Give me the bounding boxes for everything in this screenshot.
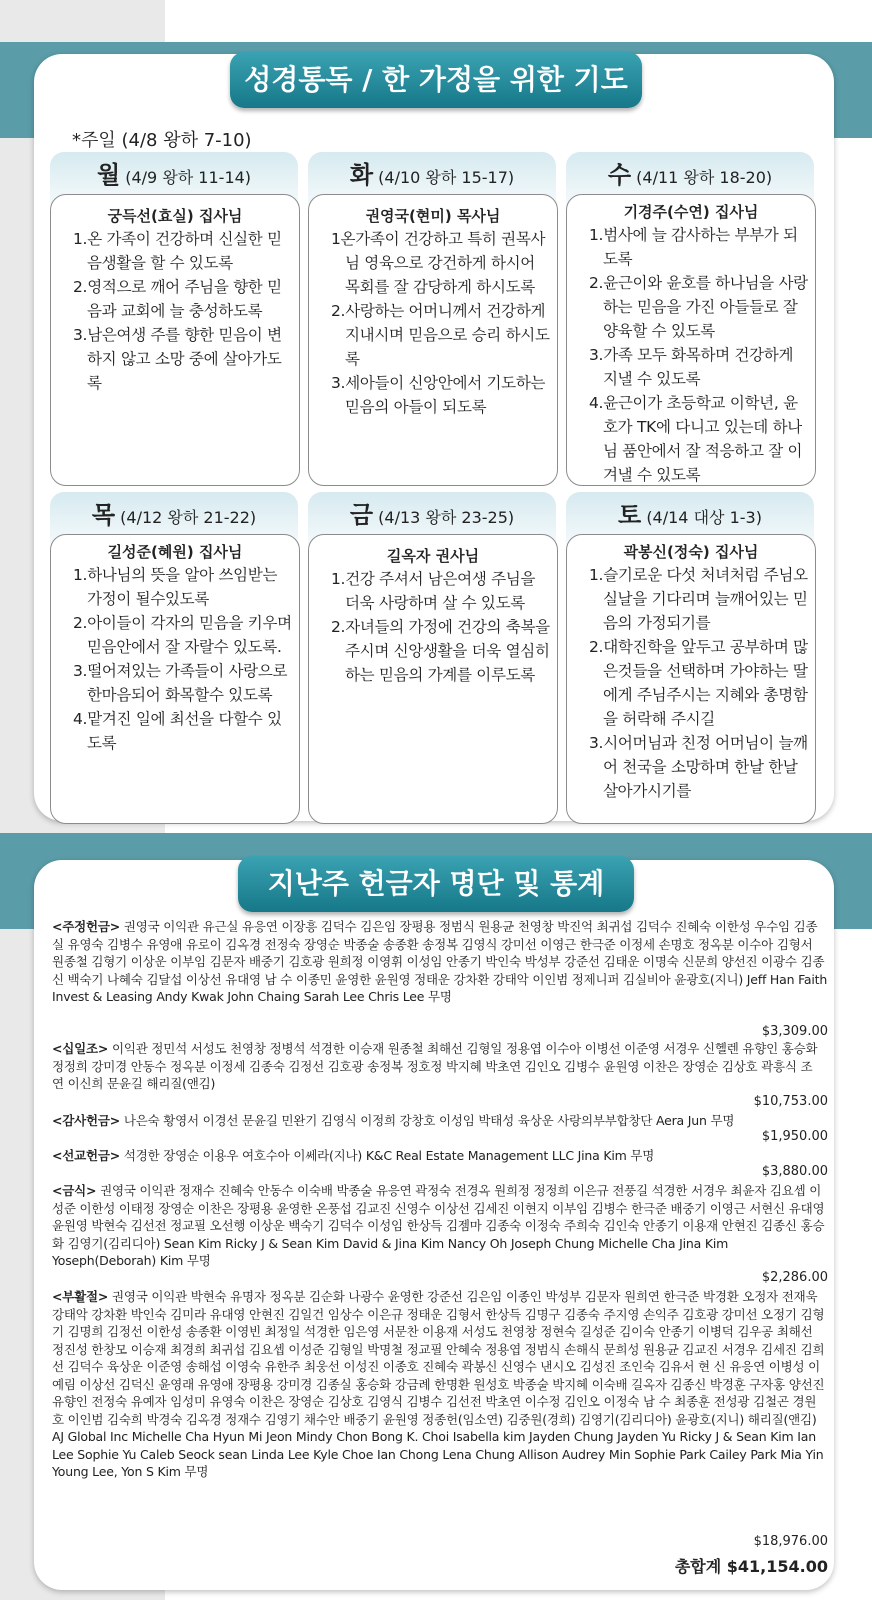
donor-names: 권영국 이익관 정재수 진혜숙 안동수 이숙배 박종술 유응연 곽정숙 전경옥 원희정 정정희 이은규 전풍길 석경한 서경우 최윤자 김요셉 이성준 이한성 이태정 장영순 이찬은 장평용 윤영한 온풍섭 김교진 신영수 이상선 김세진 이현지 이부임 김병수 한극준 배중기 이영근 서현신 유대영 윤원영 박현숙 김선전 정교필 오선행 이상운 백숙기 김덕수 이성임 한상득 김젬마 김종숙 이정숙 주희숙 김인숙 안종기 이용재 안현진 김종신 홍승화 김영기(김리디아) Sean Kim Ricky J & Sean Kim David & Jina Kim Nancy Oh Joseph Chung Michelle Cha Jina Kim Yoseph(Deborah) Kim 무명 xyxy=(52,1183,825,1268)
prayer-box xyxy=(566,534,816,824)
day-range: (4/9 왕하 11-14) xyxy=(125,168,252,187)
donor-names: 권영국 이익관 유근실 유응연 이장흥 김덕수 김은임 장평용 정범식 원용균 천영창 박진억 최귀섭 김덕수 진혜숙 이한성 우수임 김종실 유영숙 김병수 유영애 유로이 김옥경 전정숙 장영순 박종술 송종환 송정복 김영식 강미선 이영근 한극준 이정세 손명호 정옥분 이수아 김형서 원종철 김형기 이상운 이부임 김문자 배중기 김호광 원희정 이영휘 이성임 안종기 박인숙 박성부 강준선 김태운 이명숙 신문희 양선진 이광수 김종신 백숙기 나혜숙 김달섭 이상선 유대영 남 수 이종민 윤영한 윤원영 정태운 강차환 강태악 이인범 정제니퍼 김실비아 윤광호(지니) Jeff Han Faith Invest & Leasing Andy Kwak John Chaing Sarah Lee Chris Lee 무명 xyxy=(52,919,828,1004)
prayer-list xyxy=(51,563,299,755)
day-range: (4/14 대상 1-3) xyxy=(646,508,762,527)
offering-group-tithe xyxy=(52,1040,828,1092)
prayer-item: 2.사랑하는 어머니께서 건강하게 지내시며 믿음으로 승리 하시도록 xyxy=(331,302,550,368)
prayer-item: 4.맡겨진 일에 최선을 다할수 있도록 xyxy=(73,710,282,752)
group-amount: $2,286.00 xyxy=(761,1270,828,1285)
offering-group-weekly xyxy=(52,918,828,1006)
prayer-item: 4.윤근이가 초등학교 이학년, 윤호가 TK에 다니고 있는데 하나님 품안에서 잘 적응하고 잘 이겨낼 수 있도록 xyxy=(589,394,803,484)
group-label: <주정헌금> xyxy=(52,919,121,934)
offering-group-easter xyxy=(52,1288,828,1533)
day-char: 월 xyxy=(96,161,121,189)
group-label: <금식> xyxy=(52,1183,97,1198)
day-char: 금 xyxy=(349,501,374,529)
prayer-item: 2.아이들이 각자의 믿음을 키우며 믿음안에서 잘 자랄수 있도록. xyxy=(73,614,292,656)
prayer-item: 1.하나님의 뜻을 알아 쓰임받는 가정이 될수있도록 xyxy=(73,566,278,608)
prayer-item: 2.대학진학을 앞두고 공부하며 많은것들을 선택하며 가야하는 딸에게 주님주시는 지혜와 총명함을 허락해 주시길 xyxy=(589,638,808,728)
group-amount: $3,309.00 xyxy=(761,1024,828,1039)
family-name: 길성준(혜원) 집사님 xyxy=(107,543,243,561)
day-range: (4/12 왕하 21-22) xyxy=(120,508,257,527)
group-amount: $10,753.00 xyxy=(753,1094,828,1109)
grand-total: 총합계 $41,154.00 xyxy=(674,1557,828,1576)
prayer-item: 1.건강 주셔서 남은여생 주님을 더욱 사랑하며 살 수 있도록 xyxy=(331,570,536,612)
day-char: 토 xyxy=(618,501,642,529)
donor-names: 이익관 정민석 서성도 천영창 정병석 석경한 이승재 원종철 최해선 김형일 정용엽 이수아 이병선 이준영 서경우 신헬렌 유향인 홍승화 정정희 강미경 안동수 정옥분 이정세 김종숙 김정선 김호광 송정복 정호정 박지혜 박초연 김인오 김병수 윤원영 이찬은 장영순 김상호 곽흥식 조 연 이신희 문윤길 해리질(앤김) xyxy=(52,1041,818,1091)
group-label: <십일조> xyxy=(52,1041,109,1056)
prayer-item: 1온가족이 건강하고 특히 권목사님 영육으로 강건하게 하시어 목회를 잘 감당하게 하시도록 xyxy=(331,230,546,296)
donor-names: 권영국 이익관 박현숙 유명자 정옥분 김순화 나광수 윤영한 강준선 김은임 이종인 박성부 김문자 원희연 한극준 박경환 오정자 전재욱 강태악 강차환 박인숙 김미라 유대영 안현진 김일건 임상수 이은규 정태운 김형서 한상득 김명구 김종숙 주지영 손익주 김호광 강미선 오정기 김형기 김명희 김정선 이한성 송종환 이영빈 최정일 석경한 임은영 서문찬 이용재 서성도 천영창 정현숙 길성준 김이숙 안종기 이병덕 김우공 최해선 정진성 한창모 이승재 최경희 최귀섭 김요셉 이성준 김형일 박명철 정교필 안혜숙 정용엽 정범식 손해식 문희성 원용균 김교진 서경우 김세진 김희선 김덕수 육상운 이준영 송해섭 이영숙 유한주 최웅선 이성진 이종호 진혜숙 곽봉신 신영수 낸시오 김성진 조인숙 김유서 현 신 유응연 이병성 이예림 이상선 김덕신 윤영래 유영애 장평용 강미경 김종실 홍승화 강금례 한명환 원성호 박종술 박지혜 이숙배 길옥자 김종신 박경훈 구자홍 양선진 유향인 전정숙 유예자 임성미 유영숙 이찬은 장영순 김상호 김영식 김병수 김선전 박초연 이수정 김인오 이정숙 남 수 최종훈 전성광 김철곤 경원호 이인범 김숙희 박경숙 김옥경 정재수 김영기 채수안 배중기 윤원영 정종헌(임소연) 김중원(경희) 김영기(김리디아) 윤광호(지니) 해리질(앤김) AJ Global Inc Michelle Cha Hyun Mi Jeon Mindy Chon Bong K. Choi Isabella kim Jayden Chung Jayden Yu Ricky J & Sean Kim Ian Lee Sophie Yu Caleb Seock sean Linda Lee Kyle Choe Ian Chong Lena Chung Allison Audrey Min Sophie Park Cailey Park Mia Yin Young Lee, Yon S Kim 무명 xyxy=(52,1289,825,1479)
offering-group-thanks xyxy=(52,1112,828,1146)
prayer-item: 1.온 가족이 건강하며 신실한 믿음생활을 할 수 있도록 xyxy=(73,230,282,272)
prayer-list xyxy=(309,227,557,419)
offering-section-title: 지난주 헌금자 명단 및 통계 xyxy=(238,856,634,912)
prayer-item: 3.가족 모두 화목하며 건강하게 지낼 수 있도록 xyxy=(589,346,794,388)
family-name: 권영국(현미) 목사님 xyxy=(365,207,501,225)
prayer-item: 3.세아들이 신앙안에서 기도하는 믿음의 아들이 되도록 xyxy=(331,374,546,416)
group-amount: $3,880.00 xyxy=(761,1164,828,1179)
group-label: <부활절> xyxy=(52,1289,109,1304)
day-range: (4/13 왕하 23-25) xyxy=(378,508,515,527)
prayer-box xyxy=(566,194,816,486)
group-label: <선교헌금> xyxy=(52,1148,121,1163)
prayer-box xyxy=(308,534,558,824)
family-name: 기경주(수연) 집사님 xyxy=(623,203,759,221)
prayer-list xyxy=(567,563,815,803)
prayer-item: 3.남은여생 주를 향한 믿음이 변하지 않고 소망 중에 살아가도록 xyxy=(73,326,282,392)
prayer-box xyxy=(50,534,300,824)
prayer-item: 1.범사에 늘 감사하는 부부가 되도록 xyxy=(589,226,798,268)
group-amount: $1,950.00 xyxy=(761,1129,828,1144)
day-char: 목 xyxy=(91,501,116,529)
group-amount: $18,976.00 xyxy=(753,1534,828,1549)
prayer-list xyxy=(309,567,557,687)
offering-group-fasting xyxy=(52,1182,828,1270)
day-char: 수 xyxy=(607,161,632,189)
prayer-item: 3.떨어져있는 가족들이 사랑으로 한마음되어 화목할수 있도록 xyxy=(73,662,288,704)
prayer-item: 2.영적으로 깨어 주님을 향한 믿음과 교회에 늘 충성하도록 xyxy=(73,278,282,320)
prayer-item: 2.윤근이와 윤호를 하나님을 사랑하는 믿음을 가진 아들들로 잘 양육할 수 있도록 xyxy=(589,274,808,340)
prayer-list xyxy=(51,227,299,395)
prayer-item: 3.시어머님과 친정 어머님이 늘깨어 천국을 소망하며 한날 한날 살아가시기를 xyxy=(589,734,808,800)
day-range: (4/10 왕하 15-17) xyxy=(378,168,515,187)
prayer-item: 1.슬기로운 다섯 처녀처럼 주님오실날을 기다리며 늘깨어있는 믿음의 가정되기를 xyxy=(589,566,808,632)
offering-group-mission xyxy=(52,1147,828,1181)
prayer-list xyxy=(567,223,815,486)
prayer-box xyxy=(50,194,300,486)
family-name: 곽봉신(정숙) 집사님 xyxy=(623,543,759,561)
day-range: (4/11 왕하 18-20) xyxy=(636,168,773,187)
donor-names: 석경한 장영순 이용우 여호수아 이쎄라(지나) K&C Real Estate Management LLC Jina Kim 무명 xyxy=(123,1148,655,1163)
prayer-section-title: 성경통독 / 한 가정을 위한 기도 xyxy=(230,52,642,108)
donor-names: 나은숙 황영서 이경선 문윤길 민완기 김영식 이정희 강창호 이성임 박태성 육상운 사랑의부부합창단 Aera Jun 무명 xyxy=(123,1113,735,1128)
family-name: 길옥자 권사님 xyxy=(386,547,480,565)
prayer-box xyxy=(308,194,558,486)
day-char: 화 xyxy=(349,161,374,189)
prayer-item: 2.자녀들의 가정에 건강의 축복을 주시며 신앙생활을 더욱 열심히 하는 믿음의 가계를 이루도록 xyxy=(331,618,550,684)
group-label: <감사헌금> xyxy=(52,1113,121,1128)
family-name: 궁득선(효실) 집사님 xyxy=(107,207,243,225)
sunday-reading: *주일 (4/8 왕하 7-10) xyxy=(72,130,252,151)
